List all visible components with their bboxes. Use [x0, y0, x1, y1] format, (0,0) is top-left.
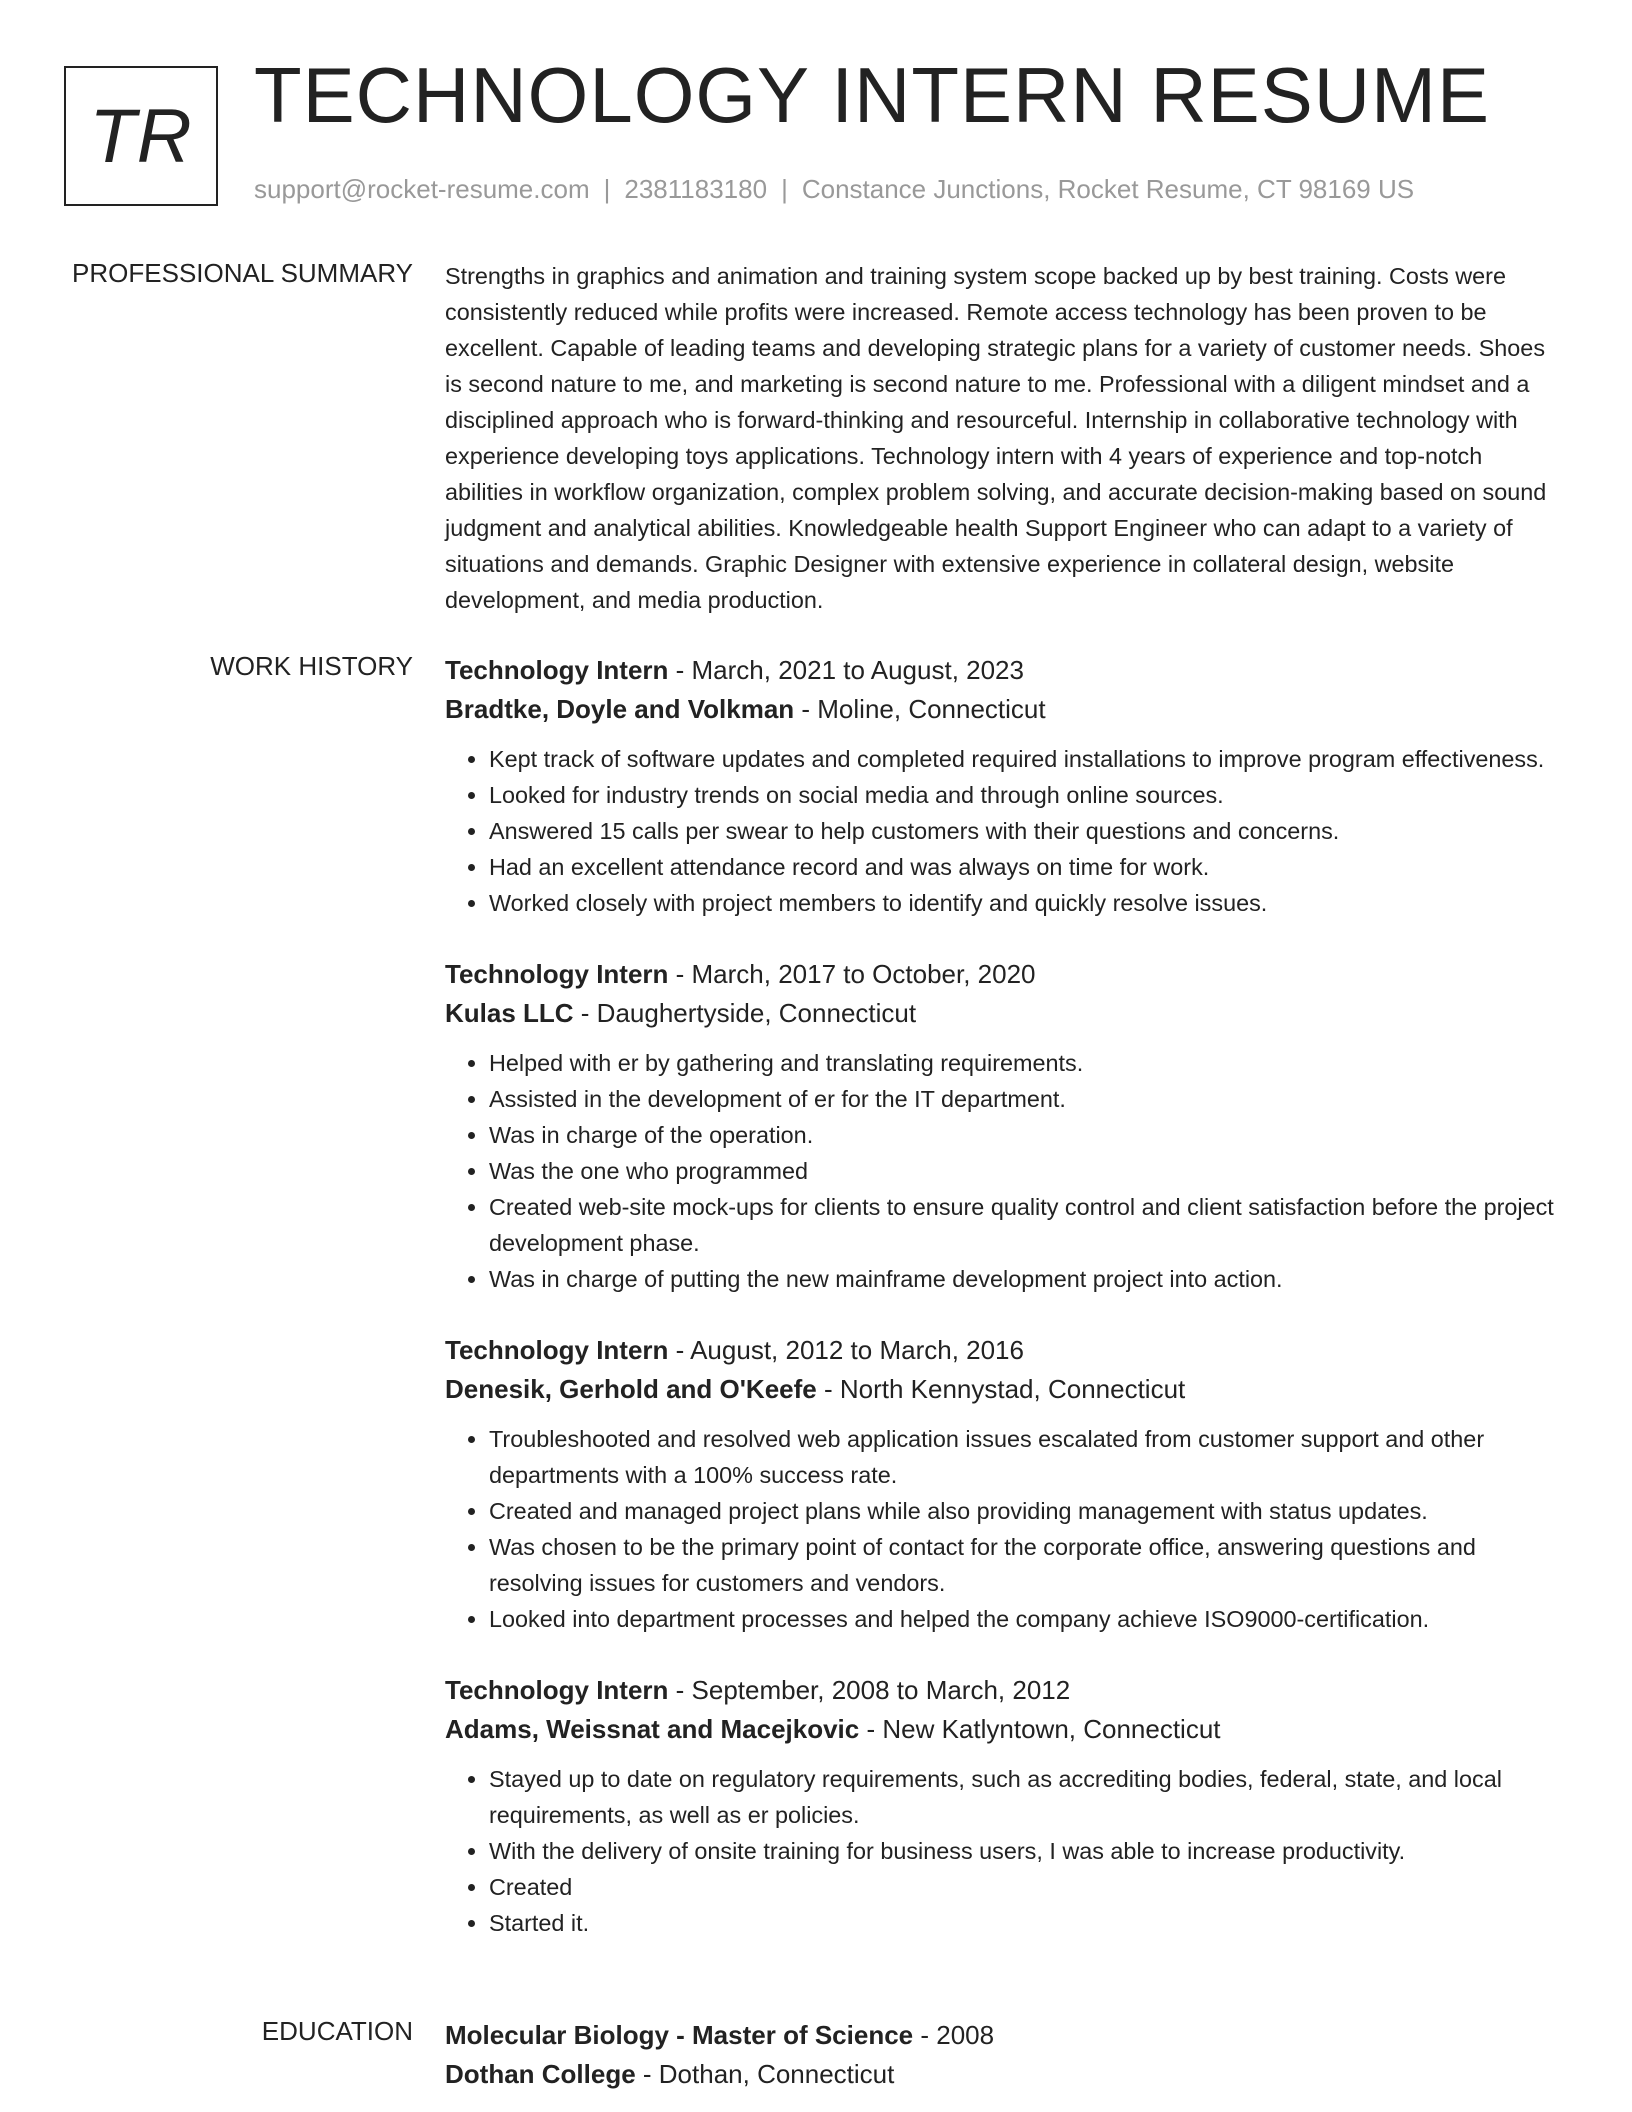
- job-title-line: [445, 955, 1560, 994]
- job-dates: - August, 2012 to March, 2016: [668, 1335, 1024, 1365]
- job-location: - Daughertyside, Connecticut: [573, 998, 917, 1028]
- job-entry: [445, 651, 1560, 921]
- duty-item: • Worked closely with project members to identify and quickly resolve issues.: [489, 885, 1560, 921]
- duty-item: • Created and managed project plans while also providing management with status updates.: [489, 1493, 1560, 1529]
- degree-line: [445, 2016, 1560, 2055]
- job-title-line: [445, 1671, 1560, 1710]
- school-line: [445, 2055, 1560, 2094]
- school-location: - Dothan, Connecticut: [635, 2059, 895, 2089]
- job-company: Adams, Weissnat and Macejkovic: [445, 1714, 860, 1744]
- contact-separator: |: [603, 174, 611, 204]
- duty-item: • Troubleshooted and resolved web application issues escalated from customer support and other departments with a 100% success rate.: [489, 1421, 1560, 1493]
- duty-item: • Answered 15 calls per swear to help customers with their questions and concerns.: [489, 813, 1560, 849]
- job-duties-list: [445, 741, 1560, 921]
- job-title: Technology Intern: [445, 959, 669, 989]
- job-location: - New Katlyntown, Connecticut: [859, 1714, 1221, 1744]
- job-title: Technology Intern: [445, 1675, 669, 1705]
- duty-item: • Started it.: [489, 1905, 1560, 1941]
- job-company: Kulas LLC: [445, 998, 574, 1028]
- job-title-line: [445, 1331, 1560, 1370]
- degree-name: Molecular Biology - Master of Science: [445, 2020, 914, 2050]
- contact-address: Constance Junctions, Rocket Resume, CT 98169 US: [801, 174, 1415, 204]
- monogram-initials: TR: [89, 93, 193, 179]
- job-title: Technology Intern: [445, 655, 669, 685]
- job-location: - Moline, Connecticut: [794, 694, 1046, 724]
- duty-item: • Assisted in the development of er for the IT department.: [489, 1081, 1560, 1117]
- school-name: Dothan College: [445, 2059, 636, 2089]
- work-history-heading: WORK HISTORY: [210, 651, 413, 681]
- contact-line: [254, 174, 1414, 205]
- duty-item: • Created web-site mock-ups for clients to ensure quality control and client satisfaction before the project development phase.: [489, 1189, 1560, 1261]
- job-company-line: [445, 1370, 1560, 1409]
- duty-item: • With the delivery of onsite training for business users, I was able to increase productivity.: [489, 1833, 1560, 1869]
- education-heading: EDUCATION: [261, 2016, 413, 2046]
- duty-item: • Was in charge of putting the new mainframe development project into action.: [489, 1261, 1560, 1297]
- contact-separator: |: [781, 174, 788, 204]
- job-company: Denesik, Gerhold and O'Keefe: [445, 1374, 817, 1404]
- duty-item: • Created: [489, 1869, 1560, 1905]
- duty-item: • Looked into department processes and helped the company achieve ISO9000-certification.: [489, 1601, 1560, 1637]
- duty-item: • Kept track of software updates and completed required installations to improve program effectiveness.: [489, 741, 1560, 777]
- monogram-badge: [64, 66, 218, 206]
- job-company-line: [445, 994, 1560, 1033]
- duty-item: • Was chosen to be the primary point of contact for the corporate office, answering questions and resolving issues for customers and vendors.: [489, 1529, 1560, 1601]
- job-title: Technology Intern: [445, 1335, 669, 1365]
- duty-item: • Was the one who programmed: [489, 1153, 1560, 1189]
- job-location: - North Kennystad, Connecticut: [816, 1374, 1186, 1404]
- job-entry: [445, 955, 1560, 1297]
- duty-item: • Looked for industry trends on social media and through online sources.: [489, 777, 1560, 813]
- duty-item: • Was in charge of the operation.: [489, 1117, 1560, 1153]
- job-dates: - September, 2008 to March, 2012: [668, 1675, 1071, 1705]
- degree-year: - 2008: [913, 2020, 995, 2050]
- duty-item: • Had an excellent attendance record and was always on time for work.: [489, 849, 1560, 885]
- job-duties-list: [445, 1045, 1560, 1297]
- job-duties-list: [445, 1421, 1560, 1637]
- contact-phone[interactable]: 2381183180: [624, 174, 768, 204]
- job-entry: [445, 1331, 1560, 1637]
- job-title-line: [445, 651, 1560, 690]
- job-company: Bradtke, Doyle and Volkman: [445, 694, 795, 724]
- job-company-line: [445, 690, 1560, 729]
- resume-title: TECHNOLOGY INTERN RESUME: [254, 51, 1491, 139]
- job-company-line: [445, 1710, 1560, 1749]
- job-dates: - March, 2017 to October, 2020: [668, 959, 1036, 989]
- job-entry: [445, 1671, 1560, 1941]
- job-duties-list: [445, 1761, 1560, 1941]
- contact-email[interactable]: support@rocket-resume.com: [254, 174, 590, 204]
- summary-heading: PROFESSIONAL SUMMARY: [72, 258, 413, 288]
- job-dates: - March, 2021 to August, 2023: [668, 655, 1024, 685]
- duty-item: • Stayed up to date on regulatory requirements, such as accrediting bodies, federal, state, and local requirements, as well as er policies.: [489, 1761, 1560, 1833]
- duty-item: • Helped with er by gathering and translating requirements.: [489, 1045, 1560, 1081]
- summary-text: Strengths in graphics and animation and training system scope backed up by best training. Costs were consistently reduced while profits were increased. Remote access technology has been proven to be excellent. Capable of leading teams and developing strategic plans for a variety of customer needs. Shoes is second nature to me, and marketing is second nature to me. Professional with a diligent mindset and a disciplined approach who is forward-thinking and resourceful. Internship in collaborative technology with experience developing toys applications. Technology intern with 4 years of experience and top-notch abilities in workflow organization, complex problem solving, and accurate decision-making based on sound judgment and analytical abilities. Knowledgeable health Support Engineer who can adapt to a variety of situations and demands. Graphic Designer with extensive experience in collateral design, website development, and media production.: [445, 263, 1547, 613]
